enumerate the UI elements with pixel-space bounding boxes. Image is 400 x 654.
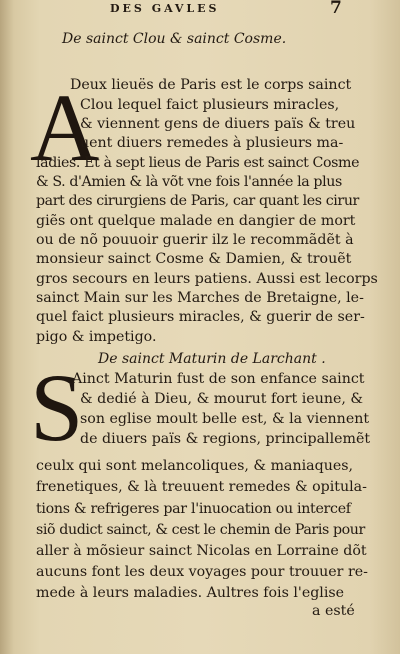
text-line: & S. d'Amien & là võt vne fois l'année la plus (36, 174, 342, 190)
text-line: gros secours en leurs patiens. Aussi est lecorps (36, 271, 378, 287)
section-heading-saint-clou: De sainct Clou & sainct Cosme. (62, 31, 287, 47)
text-line: ou de nõ pouuoir guerir ilz le recommãdẽt à (36, 232, 354, 248)
text-line: & dedié à Dieu, & mourut fort ieune, & (80, 391, 364, 407)
text-line: quel faict plusieurs miracles, & guerir de ser- (36, 309, 365, 325)
running-head: DES GAVLES (110, 2, 220, 15)
text-line: part des cirurgiens de Paris, car quant les cirur (36, 193, 359, 209)
section-heading-saint-maturin: De sainct Maturin de Larchant . (98, 351, 326, 367)
text-line: Clou lequel faict plusieurs miracles, (80, 97, 340, 113)
text-line: Ainct Maturin fust de son enfance sainct (72, 371, 365, 387)
text-line: aucuns font les deux voyages pour trouuer re- (36, 564, 368, 580)
text-line: mede à leurs maladies. Aultres fois l'eglise (36, 585, 345, 601)
catchword: a esté (312, 603, 355, 619)
text-line: pigo & impetigo. (36, 329, 157, 345)
text-line: monsieur sainct Cosme & Damien, & trouẽt (36, 251, 352, 267)
text-line: siõ dudict sainct, & cest le chemin de Paris pour (36, 522, 365, 538)
text-line: aller à mõsieur sainct Nicolas en Lorraine dõt (36, 543, 367, 559)
text-line: uent diuers remedes à plusieurs ma- (80, 135, 344, 151)
text-line: son eglise moult belle est, & la viennent (80, 411, 370, 427)
text-line: sainct Main sur les Marches de Bretaigne, le- (36, 290, 364, 306)
text-line: ceulx qui sont melancoliques, & maniaques, (36, 458, 354, 474)
drop-cap-a: A (30, 74, 100, 181)
page-number: 7 (330, 0, 342, 18)
drop-cap-s: S (30, 354, 84, 461)
text-line: giẽs ont quelque malade en dangier de mort (36, 213, 356, 229)
text-line: & viennent gens de diuers païs & treu (80, 116, 356, 132)
text-line: de diuers païs & regions, principallemẽt (80, 431, 371, 447)
text-line: ladies. Et à sept lieus de Paris est sainct Cosme (36, 155, 360, 171)
text-line: frenetiques, & là treuuent remedes & opitula- (36, 479, 367, 495)
text-line: Deux lieuës de Paris est le corps sainct (70, 77, 352, 93)
text-line: tions & refrigeres par l'inuocation ou intercef (36, 501, 351, 517)
